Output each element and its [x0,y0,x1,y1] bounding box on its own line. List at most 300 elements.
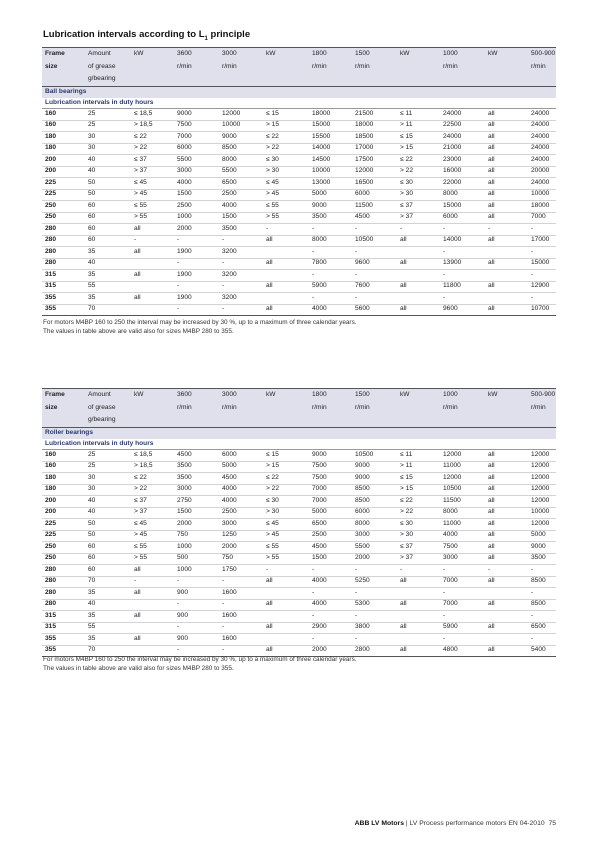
table-cell: 8500 [528,599,556,611]
frame-size-cell: 200 [42,496,85,508]
header-cell: kW [263,48,309,61]
table-cell: all [485,258,528,270]
table-cell: ≤ 22 [263,132,309,144]
table-cell: 35 [85,247,131,259]
table-cell [263,247,309,259]
table-cell: 24000 [440,109,485,121]
table-cell: ≤ 37 [397,201,440,213]
table-cell: 7000 [309,496,352,508]
subsection-title-row [42,98,556,109]
header-cell: Amount [85,48,131,61]
frame-size-cell: 280 [42,258,85,270]
table-cell: 7000 [440,599,485,611]
table-cell: 35 [85,293,131,305]
table-cell: 2500 [219,507,263,519]
table-cell: 6000 [352,507,397,519]
table-cell: - [528,247,556,259]
table-cell: 5900 [440,622,485,634]
table-cell: 3000 [352,530,397,542]
table-cell: all [485,304,528,316]
table-cell: 12000 [528,484,556,496]
table-cell: 7500 [174,120,219,132]
table-cell: > 22 [131,484,174,496]
frame-size-cell: 280 [42,588,85,600]
table-cell: 5300 [352,599,397,611]
table-cell: all [131,293,174,305]
table-cell: 1600 [219,588,263,600]
table-cell: 8000 [352,519,397,531]
table-cell: 70 [85,576,131,588]
table-cell: ≤ 15 [263,109,309,121]
table-cell: all [485,189,528,201]
table-row [42,109,556,121]
table-cell: 24000 [528,155,556,167]
table-cell: all [485,212,528,224]
table-cell: 14000 [309,143,352,155]
header-cell: kW [131,389,174,402]
table-cell: > 11 [397,120,440,132]
table-cell: - [352,565,397,577]
table-cell: - [352,611,397,623]
section-title: Roller bearings [42,428,556,440]
table-cell: 12000 [352,166,397,178]
page-title-subscript: 1 [204,35,208,42]
table-cell: 4500 [219,473,263,485]
section-title-row [42,428,556,440]
header-cell: 3600 [174,48,219,61]
table-cell: > 22 [131,143,174,155]
table-cell: 750 [219,553,263,565]
table-cell: 30 [85,473,131,485]
frame-size-cell: 280 [42,224,85,236]
table-cell: - [131,235,174,247]
header-cell [309,74,352,87]
table-cell: - [219,622,263,634]
table-cell: all [485,622,528,634]
table-cell: 35 [85,588,131,600]
table-cell: 7500 [440,542,485,554]
frame-size-cell: 315 [42,281,85,293]
table-cell [397,588,440,600]
subsection-title: Lubrication intervals in duty hours [42,98,556,109]
header-cell: kW [485,389,528,402]
table-cell: 50 [85,178,131,190]
header-cell: 1800 [309,389,352,402]
header-cell: kW [397,389,440,402]
table-cell: 6500 [309,519,352,531]
table-cell: 2500 [174,201,219,213]
table-cell: > 18,5 [131,120,174,132]
header-cell: r/min [177,403,192,411]
header-cell [131,402,174,415]
frame-size-cell: 160 [42,120,85,132]
table-cell: 6500 [528,622,556,634]
table-cell: 6000 [219,450,263,462]
table-cell: - [263,224,309,236]
page-footer [355,820,556,827]
table-cell: 8000 [309,235,352,247]
frame-size-cell: 280 [42,247,85,259]
table-cell: 40 [85,507,131,519]
table-cell: 1500 [309,553,352,565]
table-cell: 8500 [352,484,397,496]
table-cell: - [528,634,556,646]
table-cell: - [528,270,556,282]
table-row [42,634,556,646]
header-cell [42,415,85,428]
header-cell [42,74,85,87]
table-note: For motors M4BP 160 to 250 the interval may be increased by 30 %, up to a maximum of three calendar years. [43,656,357,663]
table-cell [485,634,528,646]
table-cell: 15000 [440,201,485,213]
header-cell: Amount [85,389,131,402]
table-cell: 18000 [352,120,397,132]
table-cell: 2500 [309,530,352,542]
header-cell: kW [263,389,309,402]
header-cell: 1500 [352,389,397,402]
table-cell: - [440,634,485,646]
table-cell: 6000 [352,189,397,201]
table-cell: - [309,224,352,236]
frame-size-cell: 180 [42,132,85,144]
table-cell: - [174,599,219,611]
table-cell: all [485,109,528,121]
table-cell: - [528,293,556,305]
table-cell: ≤ 45 [263,519,309,531]
table-cell: ≤ 45 [263,178,309,190]
frame-size-cell: 250 [42,553,85,565]
table-cell: > 22 [397,166,440,178]
frame-size-cell: 200 [42,166,85,178]
table-cell: ≤ 37 [131,496,174,508]
table-row [42,622,556,634]
table-cell: - [352,247,397,259]
frame-size-cell: 280 [42,235,85,247]
table-cell [263,293,309,305]
table-row [42,519,556,531]
table-cell: - [309,588,352,600]
table-cell: - [485,224,528,236]
page-title [43,29,250,42]
table-cell: ≤ 30 [263,496,309,508]
table-cell: 750 [174,530,219,542]
table-row [42,178,556,190]
table-cell: 35 [85,611,131,623]
table-row [42,143,556,155]
table-cell: 9000 [528,542,556,554]
frame-size-cell: 180 [42,473,85,485]
frame-size-cell: 355 [42,634,85,646]
table-cell: 8500 [528,576,556,588]
table-cell: all [485,120,528,132]
frame-size-cell: 280 [42,576,85,588]
header-cell: g/bearing [85,415,131,428]
frame-size-cell: 160 [42,461,85,473]
table-cell: 22500 [440,120,485,132]
header-row [42,74,556,87]
header-cell [485,402,528,415]
table-row [42,189,556,201]
table-cell: 3200 [219,247,263,259]
table-cell: 5000 [309,189,352,201]
table-cell: 4000 [309,576,352,588]
table-cell: 55 [85,281,131,293]
header-cell [397,402,440,415]
table-cell: - [174,622,219,634]
table-cell: 3000 [174,166,219,178]
table-cell: 60 [85,235,131,247]
header-cell: 1000 [440,389,485,402]
table-cell: - [219,599,263,611]
frame-size-cell: 315 [42,611,85,623]
table-row [42,588,556,600]
table-cell: 5500 [352,542,397,554]
table-cell: 5500 [219,166,263,178]
table-cell: > 45 [131,189,174,201]
table-cell: 17500 [352,155,397,167]
table-cell: 10000 [219,120,263,132]
table-cell: > 15 [263,120,309,132]
table-cell: - [174,304,219,316]
table-cell: > 30 [263,166,309,178]
frame-size-cell: 280 [42,599,85,611]
table-cell: - [440,588,485,600]
table-cell: 2500 [219,189,263,201]
table-cell: all [397,645,440,657]
section-title: Ball bearings [42,87,556,99]
table-cell: 5000 [528,530,556,542]
table-cell: 30 [85,143,131,155]
header-cell [352,415,397,428]
footer-text: | LV Process performance motors EN 04-2010 [403,820,545,827]
table-cell: 7500 [309,473,352,485]
table-row [42,450,556,462]
header-row [42,61,556,74]
frame-size-cell: 200 [42,155,85,167]
table-cell: ≤ 18,5 [131,109,174,121]
table-cell: 4000 [174,178,219,190]
ball-bearings-table [42,47,556,316]
table-cell: - [528,224,556,236]
table-cell: 7600 [352,281,397,293]
table-cell: all [131,224,174,236]
table-cell: 40 [85,155,131,167]
frame-size-cell: 280 [42,565,85,577]
table-cell: 23000 [440,155,485,167]
table-cell [397,611,440,623]
table-cell: 60 [85,224,131,236]
table-cell: 5000 [219,461,263,473]
table-cell: 20000 [528,166,556,178]
table-cell: ≤ 37 [131,155,174,167]
table-cell: 12900 [528,281,556,293]
header-row [42,48,556,61]
table-cell: 12000 [528,450,556,462]
table-cell: - [263,565,309,577]
header-cell: of grease [88,403,116,411]
table-cell [131,304,174,316]
table-cell: - [309,293,352,305]
table-cell [131,622,174,634]
table-cell: ≤ 15 [397,132,440,144]
table-cell: 10500 [440,484,485,496]
header-cell: 500-900 [528,389,556,402]
table-cell: 2800 [352,645,397,657]
table-row [42,224,556,236]
table-row [42,281,556,293]
table-cell: all [485,178,528,190]
table-cell: 12000 [440,473,485,485]
header-cell [485,61,528,74]
table-cell: 35 [85,270,131,282]
header-row [42,415,556,428]
table-cell: ≤ 30 [263,155,309,167]
table-cell: 5900 [309,281,352,293]
table-cell: - [397,565,440,577]
table-cell: 60 [85,212,131,224]
table-cell: 60 [85,201,131,213]
table-cell: 6000 [440,212,485,224]
table-cell: > 22 [263,143,309,155]
table-note: For motors M4BP 160 to 250 the interval may be increased by 30 %, up to a maximum of three calendar years. [43,319,357,326]
header-cell: of grease [88,62,116,70]
header-cell [131,61,174,74]
table-cell: 9000 [309,450,352,462]
header-cell: size [45,403,58,411]
page-title-suffix: principle [207,29,251,40]
table-row [42,155,556,167]
table-cell: 30 [85,132,131,144]
table-cell: ≤ 22 [131,132,174,144]
table-cell: 500 [174,553,219,565]
header-cell: r/min [531,62,546,70]
table-cell: 15500 [309,132,352,144]
table-cell: > 30 [397,189,440,201]
table-cell: > 22 [397,507,440,519]
table-cell: 10500 [352,450,397,462]
frame-size-cell: 315 [42,622,85,634]
table-cell: 17000 [352,143,397,155]
table-cell: - [309,634,352,646]
header-cell [174,74,219,87]
table-cell: - [485,565,528,577]
header-cell [397,61,440,74]
table-cell [131,258,174,270]
table-cell: 12000 [528,519,556,531]
header-cell [263,402,309,415]
table-cell: all [131,588,174,600]
table-cell: > 55 [131,553,174,565]
table-header [42,48,556,87]
table-cell: 3500 [174,461,219,473]
table-cell: 18000 [528,201,556,213]
table-cell [263,611,309,623]
table-cell: all [485,496,528,508]
header-cell [352,74,397,87]
table-row [42,132,556,144]
table-cell: all [263,645,309,657]
header-cell [219,74,263,87]
table-cell: 2000 [174,519,219,531]
header-cell: r/min [177,62,192,70]
frame-size-cell: 180 [42,484,85,496]
header-row [42,402,556,415]
table-cell: all [485,507,528,519]
header-cell: 3000 [219,389,263,402]
table-cell: 3500 [219,224,263,236]
header-cell: 500-900 [528,48,556,61]
header-cell: g/bearing [85,74,131,87]
header-cell: r/min [222,62,237,70]
table-cell: - [174,235,219,247]
page-number: 75 [548,820,556,827]
table-cell [397,270,440,282]
table-cell: > 37 [131,166,174,178]
table-cell: all [131,611,174,623]
header-cell [174,415,219,428]
table-cell: 11000 [440,519,485,531]
table-cell: all [263,281,309,293]
table-cell: 1500 [219,212,263,224]
table-cell [397,293,440,305]
table-cell: ≤ 22 [397,496,440,508]
table-cell: 12000 [440,450,485,462]
table-cell: 1500 [174,507,219,519]
table-cell: 10000 [528,189,556,201]
table-cell: > 30 [397,530,440,542]
table-cell: 18000 [309,109,352,121]
frame-size-cell: 250 [42,201,85,213]
table-cell: 7000 [309,484,352,496]
table-cell: 5400 [528,645,556,657]
table-cell: 10000 [309,166,352,178]
frame-size-cell: 180 [42,143,85,155]
table-cell: 3500 [174,473,219,485]
table-cell: all [485,450,528,462]
header-cell: 1800 [309,48,352,61]
table-row [42,293,556,305]
table-cell: > 37 [131,507,174,519]
table-cell: 4000 [219,201,263,213]
table-cell: > 11 [397,461,440,473]
table-cell: 9000 [352,461,397,473]
roller-bearings-table [42,388,556,657]
table-cell: 8000 [440,507,485,519]
header-cell [397,74,440,87]
table-cell: - [219,235,263,247]
table-cell [485,270,528,282]
table-cell: - [440,270,485,282]
table-cell: - [352,224,397,236]
header-cell [485,74,528,87]
table-cell: 11800 [440,281,485,293]
frame-size-cell: 225 [42,178,85,190]
frame-size-cell: 250 [42,542,85,554]
table-cell: 7500 [309,461,352,473]
table-row [42,235,556,247]
table-cell: all [397,235,440,247]
table-cell: 11500 [352,201,397,213]
table-header [42,389,556,428]
table-cell: > 37 [397,553,440,565]
table-cell: 8000 [219,155,263,167]
table-cell: 2000 [219,542,263,554]
table-cell: 3000 [219,519,263,531]
table-cell: ≤ 55 [131,542,174,554]
table-cell: 4000 [309,304,352,316]
table-cell: all [397,281,440,293]
header-cell [263,415,309,428]
